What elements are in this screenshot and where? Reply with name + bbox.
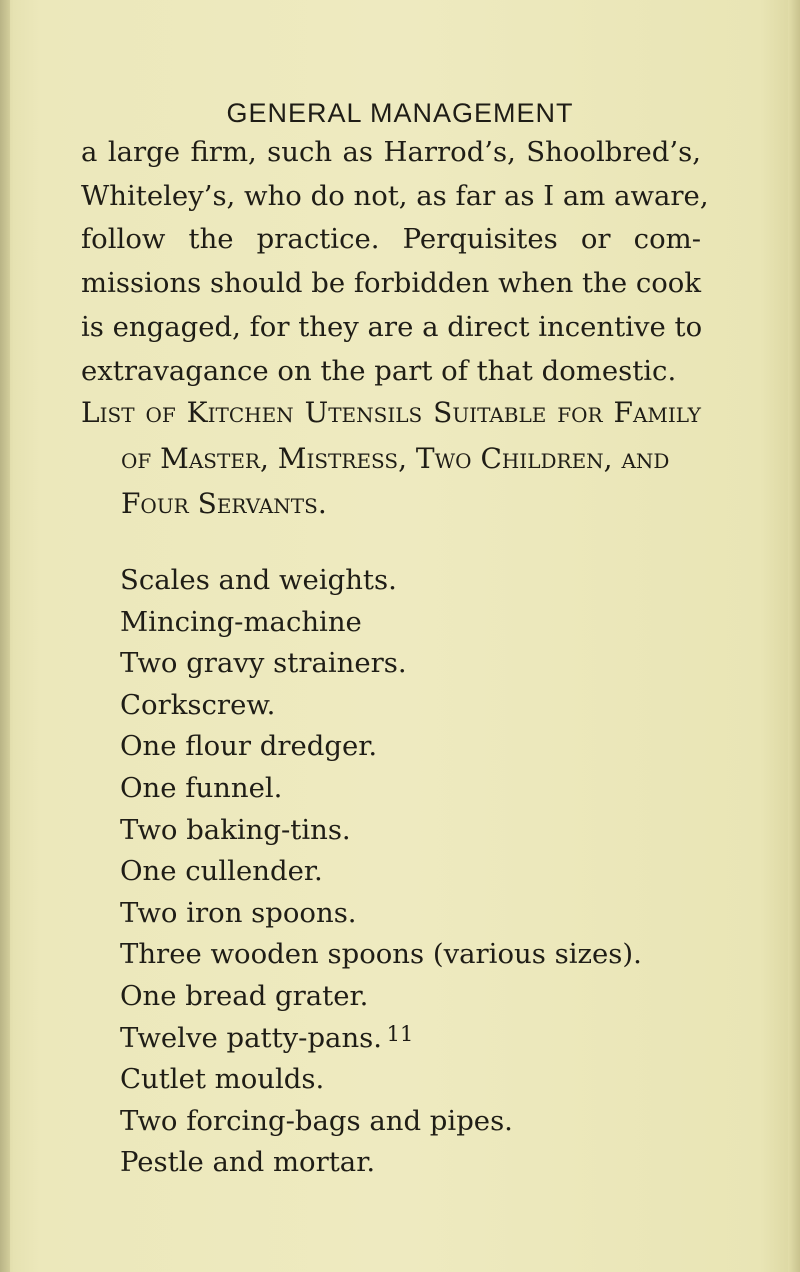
list-item: Mincing-machine <box>120 605 362 638</box>
paragraph-line: a large firm, such as Harrod’s, Shoolbred’s, <box>81 136 701 168</box>
heading-line: List of Kitchen Utensils Suitable for Family <box>81 396 701 429</box>
list-item: Scales and weights. <box>120 564 397 596</box>
list-heading <box>81 390 701 527</box>
body-paragraph <box>81 131 709 393</box>
list-item: Two forcing-bags and pipes. <box>120 1104 513 1137</box>
heading-line: Four Servants. <box>121 487 327 520</box>
heading-line: of Master, Mistress, Two Children, and <box>121 441 670 475</box>
running-head: GENERAL MANAGEMENT <box>226 98 574 128</box>
list-item: Two iron spoons. <box>120 896 357 929</box>
paragraph-line: follow the practice. Perquisites or com- <box>81 223 701 256</box>
paragraph-line: Whiteley’s, who do not, as far as I am aware, <box>81 179 709 212</box>
list-item: Pestle and mortar. <box>120 1146 376 1179</box>
list-item: Corkscrew. <box>120 688 276 721</box>
list-item: Cutlet moulds. <box>120 1063 325 1096</box>
page-number: 11 <box>386 1022 414 1046</box>
list-item: Two baking-tins. <box>120 813 351 846</box>
utensil-list <box>120 560 642 1184</box>
list-item: Two gravy strainers. <box>120 647 407 680</box>
list-item: One cullender. <box>120 855 323 888</box>
paragraph-line: is engaged, for they are a direct incentive to <box>81 310 703 343</box>
paragraph-line: missions should be forbidden when the cook <box>81 267 702 300</box>
page-edge-shadow <box>788 0 800 1272</box>
list-item: One funnel. <box>120 771 283 804</box>
list-item: One bread grater. <box>120 979 369 1012</box>
list-item: One flour dredger. <box>120 730 378 763</box>
list-item: Twelve patty-pans. <box>120 1021 383 1054</box>
list-item: Three wooden spoons (various sizes). <box>120 938 642 971</box>
paragraph-line: extravagance on the part of that domestic. <box>81 354 677 387</box>
page-gutter-shadow <box>0 0 10 1272</box>
